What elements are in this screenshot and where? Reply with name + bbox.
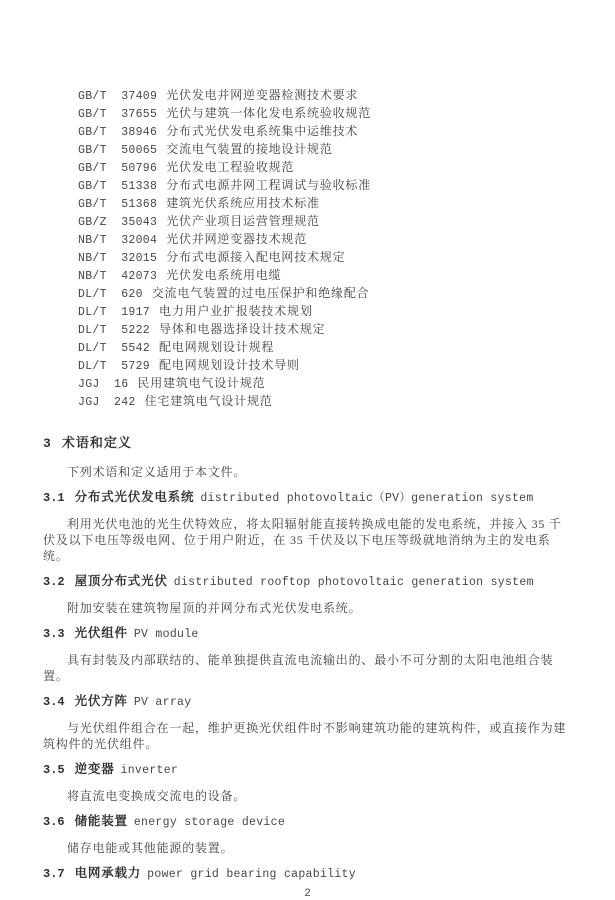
reference-title: 光伏与建筑一体化发电系统验收规范 xyxy=(166,106,372,120)
reference-title: 交流电气装置的过电压保护和绝缘配合 xyxy=(151,286,370,300)
term-name-zh: 逆变器 xyxy=(74,762,115,776)
term-name-en: distributed rooftop photovoltaic generation system xyxy=(173,576,534,589)
term-name-en: PV array xyxy=(133,696,192,709)
terms-list xyxy=(43,489,572,883)
reference-item xyxy=(78,105,572,123)
reference-title: 分布式光伏发电系统集中运维技术 xyxy=(166,124,359,138)
reference-item xyxy=(78,141,572,159)
reference-item xyxy=(78,87,572,105)
reference-code: JGJ 16 xyxy=(78,378,129,391)
term-name-zh: 屋顶分布式光伏 xyxy=(74,574,168,588)
reference-code: GB/Z 35043 xyxy=(78,216,158,229)
term-name-en: energy storage device xyxy=(133,816,286,829)
reference-code: GB/T 37655 xyxy=(78,108,158,121)
term-heading xyxy=(43,865,572,883)
reference-title: 光伏发电并网逆变器检测技术要求 xyxy=(166,88,359,102)
reference-code: DL/T 620 xyxy=(78,288,143,301)
term-heading xyxy=(43,573,572,591)
reference-title: 导体和电器选择设计技术规定 xyxy=(159,322,326,336)
term-name-zh: 光伏组件 xyxy=(74,626,128,640)
references-list xyxy=(78,87,572,411)
reference-item xyxy=(78,159,572,177)
reference-item xyxy=(78,231,572,249)
reference-item xyxy=(78,357,572,375)
reference-code: NB/T 32004 xyxy=(78,234,158,247)
reference-code: GB/T 37409 xyxy=(78,90,158,103)
term-number: 3.1 xyxy=(43,491,65,505)
term-definition: 储存电能或其他能源的装置。 xyxy=(67,841,234,855)
term-heading xyxy=(43,813,572,831)
reference-item xyxy=(78,393,572,411)
reference-code: GB/T 51338 xyxy=(78,180,158,193)
term-name-zh: 储能装置 xyxy=(74,814,128,828)
section-intro: 下列术语和定义适用于本文件。 xyxy=(67,465,247,479)
term-block xyxy=(43,761,572,804)
reference-title: 光伏发电系统用电缆 xyxy=(166,268,282,282)
reference-title: 分布式电源并网工程调试与验收标准 xyxy=(166,178,372,192)
term-name-en: power grid bearing capability xyxy=(147,868,356,881)
term-heading xyxy=(43,625,572,643)
reference-item xyxy=(78,267,572,285)
reference-code: GB/T 51368 xyxy=(78,198,158,211)
reference-code: DL/T 5542 xyxy=(78,342,151,355)
reference-title: 交流电气装置的接地设计规范 xyxy=(166,142,333,156)
term-definition: 利用光伏电池的光生伏特效应，将太阳辐射能直接转换成电能的发电系统，并接入 35 千伏及以下电压等级电网、位于用户附近，在 35 千伏及以下电压等级就地消纳为主的发电系统。 xyxy=(43,517,562,563)
term-definition: 与光伏组件组合在一起，维护更换光伏组件时不影响建筑功能的建筑构件，或直接作为建筑构件的光伏组件。 xyxy=(43,721,567,751)
reference-item xyxy=(78,123,572,141)
reference-code: NB/T 32015 xyxy=(78,252,158,265)
term-name-zh: 光伏方阵 xyxy=(74,694,128,708)
term-name-en: inverter xyxy=(120,764,179,777)
reference-code: GB/T 38946 xyxy=(78,126,158,139)
term-heading xyxy=(43,693,572,711)
term-block xyxy=(43,489,572,564)
reference-title: 分布式电源接入配电网技术规定 xyxy=(166,250,346,264)
term-heading xyxy=(43,761,572,779)
section-title: 术语和定义 xyxy=(61,435,132,450)
term-number: 3.4 xyxy=(43,695,65,709)
term-block xyxy=(43,573,572,616)
reference-title: 配电网规划设计技术导则 xyxy=(159,358,300,372)
reference-item xyxy=(78,213,572,231)
term-block xyxy=(43,693,572,752)
term-number: 3.2 xyxy=(43,575,65,589)
term-block xyxy=(43,865,572,883)
term-number: 3.6 xyxy=(43,815,65,829)
page-number: 2 xyxy=(304,888,311,900)
reference-item xyxy=(78,249,572,267)
reference-item xyxy=(78,177,572,195)
reference-code: GB/T 50065 xyxy=(78,144,158,157)
reference-code: DL/T 1917 xyxy=(78,306,151,319)
reference-item xyxy=(78,285,572,303)
reference-title: 电力用户业扩报装技术规划 xyxy=(159,304,313,318)
term-number: 3.7 xyxy=(43,867,65,881)
reference-title: 光伏产业项目运营管理规范 xyxy=(166,214,320,228)
term-number: 3.5 xyxy=(43,763,65,777)
term-name-zh: 电网承载力 xyxy=(74,866,142,880)
term-block xyxy=(43,625,572,684)
reference-code: GB/T 50796 xyxy=(78,162,158,175)
reference-code: NB/T 42073 xyxy=(78,270,158,283)
term-name-en: PV module xyxy=(133,628,199,641)
section-number: 3 xyxy=(43,436,51,451)
reference-code: JGJ 242 xyxy=(78,396,136,409)
reference-title: 建筑光伏系统应用技术标准 xyxy=(166,196,320,210)
term-definition: 具有封装及内部联结的、能单独提供直流电流输出的、最小不可分割的太阳电池组合装置。 xyxy=(43,653,554,683)
reference-item xyxy=(78,375,572,393)
reference-item xyxy=(78,195,572,213)
reference-item xyxy=(78,339,572,357)
term-definition: 附加安装在建筑物屋顶的并网分布式光伏发电系统。 xyxy=(67,601,362,615)
term-heading xyxy=(43,489,572,507)
term-name-zh: 分布式光伏发电系统 xyxy=(74,490,195,504)
reference-title: 民用建筑电气设计规范 xyxy=(137,376,266,390)
reference-title: 配电网规划设计规程 xyxy=(159,340,275,354)
term-name-en: distributed photovoltaic（PV）generation system xyxy=(200,492,534,505)
term-number: 3.3 xyxy=(43,627,65,641)
reference-item xyxy=(78,303,572,321)
reference-item xyxy=(78,321,572,339)
reference-code: DL/T 5222 xyxy=(78,324,151,337)
term-block xyxy=(43,813,572,856)
reference-code: DL/T 5729 xyxy=(78,360,151,373)
reference-title: 光伏发电工程验收规范 xyxy=(166,160,295,174)
reference-title: 住宅建筑电气设计规范 xyxy=(144,394,273,408)
term-definition: 将直流电变换成交流电的设备。 xyxy=(67,789,247,803)
reference-title: 光伏并网逆变器技术规范 xyxy=(166,232,308,246)
section-heading xyxy=(43,434,572,452)
